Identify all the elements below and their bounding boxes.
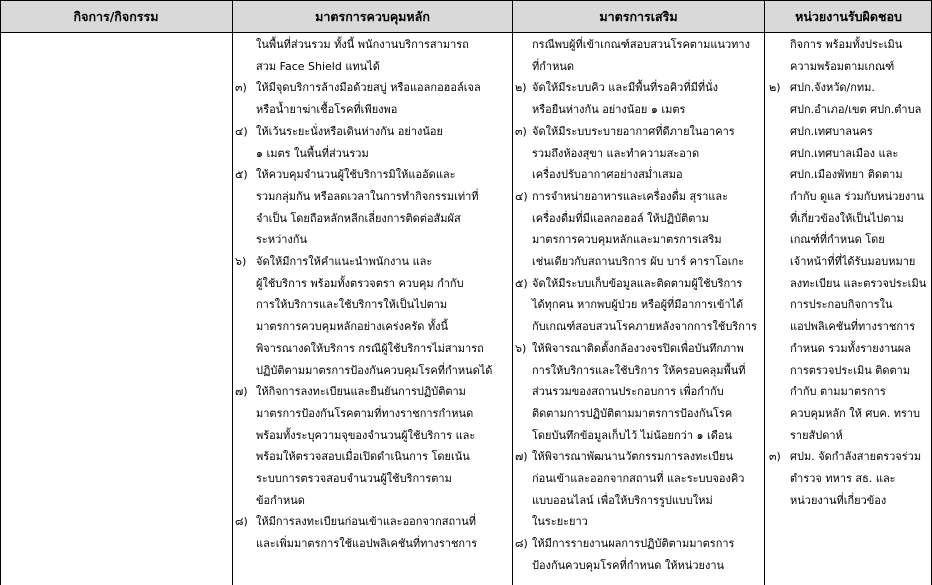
item-text-line: จัดให้มีระบบเก็บข้อมูลและติดตามผู้ใช้บริการ [532,276,743,290]
item-text-line: มาตรการควบคุมหลักอย่างเคร่งครัด ทั้งนี้ [256,320,449,334]
list-item [515,186,762,273]
item-number: ๔) [515,189,528,203]
item-text-line: ระหว่างกัน [256,233,307,247]
item-text-line: พิจารณางดให้บริการ กรณีผู้ใช้บริการไม่สามารถ [256,341,484,355]
item-text-line: รวมกลุ่มกัน หรือลดเวลาในการทำกิจกรรมเท่าที่ [256,189,479,203]
item-text-line: ให้พิจารณาติดตั้งกล้องวงจรปิดเพื่อบันทึกภาพ [532,341,744,355]
item-number: ๕) [235,168,248,182]
item-text-line: มาตรการควบคุมหลักและมาตรการเสริม [532,233,722,247]
item-text-line: ให้ควบคุมจำนวนผู้ใช้บริการมิให้แออัดและ [256,168,456,182]
item-text-line: ศปก.อำเภอ/เขต ศปก.ตำบล [790,103,922,117]
list-item [235,511,510,554]
list-item [790,34,930,77]
item-text-line: สวม Face Shield แทนได้ [256,59,380,73]
item-text-line: ที่เกี่ยวข้องให้เป็นไปตาม [790,211,904,225]
additional-measures-column [512,34,762,585]
item-text-line: ศปก.เมืองพัทยา ติดตาม [790,168,903,182]
header-business: กิจการ/กิจกรรม [73,9,159,24]
list-item [235,381,510,511]
item-text-line: ศปก.เทศบาลเมือง และ [790,146,899,160]
item-number: ๗) [515,450,528,464]
item-text-line: การให้บริการและใช้บริการให้เป็นไปตาม [256,298,448,312]
item-number: ๗) [235,385,248,399]
table-top-border [0,0,932,1]
item-text-line: ให้พิจารณาพัฒนานวัตกรรมการลงทะเบียน [532,450,733,464]
item-text-line: รวมถึงห้องสุขา และทำความสะอาด [532,146,700,160]
header-responsible-agency: หน่วยงานรับผิดชอบ [795,9,902,24]
item-number: ๓) [515,124,527,138]
item-text-line: การตรวจประเมิน ติดตาม [790,363,911,377]
item-text-line: ติดตามการปฏิบัติตามมาตรการป้องกันโรค [532,406,733,420]
item-text-line: การจำหน่ายอาหารและเครื่องดื่ม สุราและ [532,189,729,203]
item-text-line: จัดให้มีการให้คำแนะนำพนักงาน และ [256,255,433,269]
item-number: ๔) [235,124,248,138]
item-text-line: ศปก.เทศบาลนคร [790,124,873,138]
item-text-line: หรือยืนห่างกัน อย่างน้อย ๑ เมตร [532,103,686,117]
item-text-line: จำเป็น โดยถือหลักหลีกเลี่ยงการติดต่อสัมผัส [256,211,461,225]
item-text-line: ลงทะเบียน และตรวจประเมิน [790,276,927,290]
list-item [515,77,762,120]
list-item [515,533,762,576]
item-text-line: กรณีพบผู้ที่เข้าเกณฑ์สอบสวนโรคตามแนวทาง [532,38,750,51]
business-column [1,34,232,585]
item-text-line: เจ้าหน้าที่ที่ได้รับมอบหมาย [790,255,916,269]
header-main-measures: มาตรการควบคุมหลัก [315,9,430,24]
item-text-line: กำหนด รวมทั้งรายงานผล [790,341,911,355]
item-text-line: แบบออนไลน์ เพื่อให้บริการรูปแบบใหม่ [532,493,713,507]
responsible-agency-column [765,34,930,585]
list-item [515,338,762,447]
item-text-line: ได้ทุกคน หากพบผู้ป่วย หรือผู้ที่มีอาการเข้าได้ [532,298,744,312]
item-text-line: เกณฑ์ที่กำหนด โดย [790,233,885,247]
item-text-line: พร้อมทั้งระบุความจุของจำนวนผู้ใช้บริการ และ [256,428,476,442]
item-text-line: การประกอบกิจการใน [790,298,893,312]
item-number: ๘) [235,515,248,529]
item-text-line: รายสัปดาห์ [790,428,843,442]
item-text-line: กำกับ ตามมาตรการ [790,385,886,399]
item-text-line: พร้อมให้ตรวจสอบเมื่อเปิดดำเนินการ โดยเน้น [256,450,470,464]
item-text-line: ให้มีจุดบริการล้างมือด้วยสบู่ หรือแอลกอฮอล์เจล [256,81,481,95]
item-text-line: ความพร้อมตามเกณฑ์ [790,59,895,73]
item-number: ๒) [769,81,781,95]
list-item [235,121,510,164]
item-text-line: เช่นเดียวกับสถานบริการ ผับ บาร์ คาราโอเกะ [532,255,745,269]
item-text-line: ปฏิบัติตามมาตรการป้องกันควบคุมโรคที่กำหนดได้ [256,363,493,377]
list-item [235,251,510,381]
item-text-line: ตำรวจ ทหาร สธ. และ [790,472,896,486]
item-text-line: เครื่องปรับอากาศอย่างสม่ำเสมอ [532,168,683,182]
item-number: ๒) [515,81,527,95]
item-number: ๓) [769,450,781,464]
list-item [235,77,510,120]
item-text-line: หรือน้ำยาฆ่าเชื้อโรคที่เพียงพอ [256,103,398,117]
item-text-line: ควบคุมหลัก ให้ ศบค. ทราบ [790,406,921,420]
item-text-line: ที่กำหนด [532,59,575,73]
item-text-line: ผู้ใช้บริการ พร้อมทั้งตรวจตรา ควบคุม กำกับ [256,276,464,290]
list-item [256,34,510,77]
item-text-line: ส่วนรวมของสถานประกอบการ เพื่อกำกับ [532,385,724,399]
item-text-line: โดยบันทึกข้อมูลเก็บไว้ ไม่น้อยกว่า ๑ เดือน [532,428,733,442]
item-text-line: มาตรการป้องกันโรคตามที่ทางราชการกำหนด [256,406,474,420]
item-number: ๓) [235,81,247,95]
item-text-line: ศปก.จังหวัด/กทม. [790,81,875,95]
item-text-line: ให้มีการรายงานผลการปฏิบัติตามมาตรการ [532,537,735,551]
table-header [0,0,932,33]
item-number: ๖) [235,255,247,269]
list-item [235,164,510,251]
item-text-line: แอปพลิเคชันที่ทางราชการ [790,320,916,334]
main-measures-column [232,34,510,585]
item-text-line: กิจการ พร้อมทั้งประเมิน [790,38,903,51]
item-text-line: ศปม. จัดกำลังสายตรวจร่วม [790,450,922,464]
list-item [769,77,930,446]
list-item [515,121,762,186]
item-text-line: การให้บริการและใช้บริการ ให้ครอบคลุมพื้นที่ [532,363,746,377]
list-item [515,273,762,338]
item-text-line: จัดให้มีระบบระบายอากาศที่ดีภายในอาคาร [532,124,735,138]
item-number: ๘) [515,537,528,551]
item-text-line: กับเกณฑ์สอบสวนโรคภายหลังจากการใช้บริการ [532,320,758,334]
item-text-line: ก่อนเข้าและออกจากสถานที่ และระบบจองคิว [532,472,745,486]
list-item [515,446,762,533]
item-text-line: ให้มีการลงทะเบียนก่อนเข้าและออกจากสถานที่ [256,515,477,529]
item-text-line: เครื่องดื่มที่มีแอลกอฮอล์ ให้ปฏิบัติตาม [532,211,709,225]
item-text-line: และเพิ่มมาตรการใช้แอปพลิเคชันที่ทางราชการ [256,537,478,551]
item-text-line: กำกับ ดูแล ร่วมกับหน่วยงาน [790,189,924,203]
list-item [769,446,930,511]
item-text-line: ข้อกำหนด [256,493,305,507]
item-text-line: ระบบการตรวจสอบจำนวนผู้ใช้บริการตาม [256,472,452,486]
item-text-line: ให้เว้นระยะนั่งหรือเดินห่างกัน อย่างน้อย [256,124,443,138]
list-item [532,34,762,77]
item-text-line: ๑ เมตร ในพื้นที่ส่วนรวม [256,146,369,160]
item-text-line: ป้องกันควบคุมโรคที่กำหนด ให้หน่วยงาน [532,558,725,572]
item-number: ๖) [515,341,527,355]
header-additional-measures: มาตรการเสริม [599,9,678,24]
item-text-line: ในพื้นที่ส่วนรวม ทั้งนี้ พนักงานบริการสามารถ [256,38,469,51]
item-text-line: ให้กิจการลงทะเบียนและยืนยันการปฏิบัติตาม [256,385,466,399]
item-text-line: ในระยะยาว [532,515,588,529]
item-text-line: หน่วยงานที่เกี่ยวข้อง [790,493,887,507]
item-text-line: จัดให้มีระบบคิว และมีพื้นที่รอคิวที่มีที่นั่ง [532,81,718,95]
item-number: ๕) [515,276,528,290]
